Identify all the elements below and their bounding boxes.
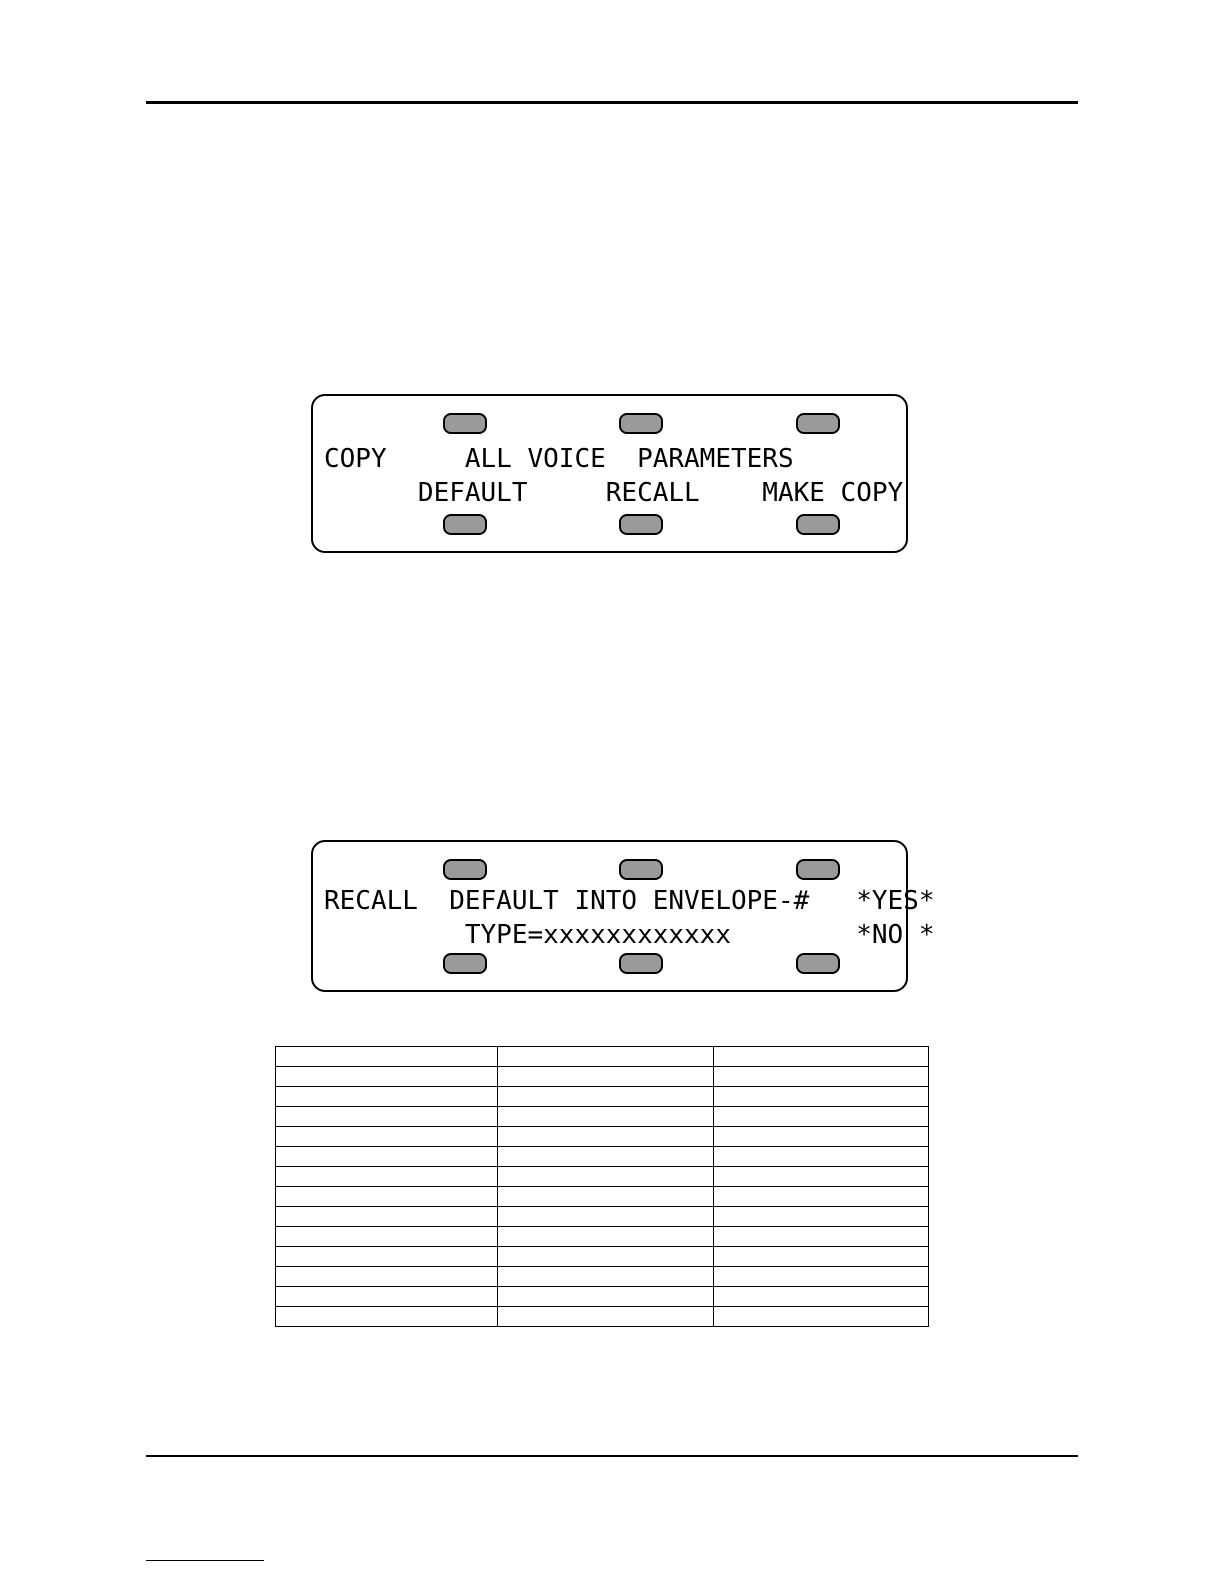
footer-rule	[146, 1455, 1078, 1457]
lcd-recall-line-2: TYPE=xxxxxxxxxxxx *NO *	[324, 920, 935, 950]
softkey-bottom-2[interactable]	[619, 953, 663, 974]
table-cell	[498, 1287, 714, 1307]
softkey-top-3[interactable]	[796, 413, 840, 434]
table-cell	[276, 1207, 498, 1227]
table-row	[276, 1227, 929, 1247]
table-cell	[714, 1187, 929, 1207]
table-cell	[714, 1307, 929, 1327]
table-cell	[276, 1107, 498, 1127]
table-row	[276, 1127, 929, 1147]
table-row	[276, 1087, 929, 1107]
table-row	[276, 1147, 929, 1167]
footer-tick-rule	[146, 1560, 264, 1561]
table-cell	[714, 1087, 929, 1107]
table-cell	[714, 1227, 929, 1247]
softkey-bottom-1[interactable]	[443, 953, 487, 974]
table-row	[276, 1047, 929, 1067]
softkey-top-1[interactable]	[443, 413, 487, 434]
softkey-bottom-2[interactable]	[619, 514, 663, 535]
table-row	[276, 1107, 929, 1127]
copy-parameters-lcd-panel	[311, 394, 908, 553]
table-cell	[498, 1147, 714, 1167]
header-rule	[146, 101, 1078, 104]
table-cell	[276, 1307, 498, 1327]
table-cell	[498, 1047, 714, 1067]
table-cell	[714, 1247, 929, 1267]
table-cell	[276, 1227, 498, 1247]
lcd-recall-line-1: RECALL DEFAULT INTO ENVELOPE-# *YES*	[324, 886, 935, 916]
softkey-bottom-3[interactable]	[796, 953, 840, 974]
table-row	[276, 1187, 929, 1207]
table-row	[276, 1247, 929, 1267]
softkey-top-2[interactable]	[619, 413, 663, 434]
table-cell	[498, 1307, 714, 1327]
table-cell	[276, 1287, 498, 1307]
table-row	[276, 1167, 929, 1187]
table-cell	[276, 1067, 498, 1087]
table-row	[276, 1067, 929, 1087]
table-cell	[276, 1187, 498, 1207]
table-cell	[498, 1207, 714, 1227]
table-cell	[276, 1087, 498, 1107]
table-cell	[714, 1167, 929, 1187]
table-cell	[498, 1127, 714, 1147]
table-cell	[498, 1087, 714, 1107]
table-cell	[714, 1287, 929, 1307]
table-cell	[714, 1207, 929, 1227]
table-cell	[276, 1247, 498, 1267]
table-row	[276, 1207, 929, 1227]
table-cell	[714, 1067, 929, 1087]
table-cell	[276, 1267, 498, 1287]
table-cell	[276, 1047, 498, 1067]
lcd-copy-line-2: DEFAULT RECALL MAKE COPY	[324, 478, 904, 508]
blank-parameter-table	[275, 1046, 929, 1327]
table-row	[276, 1287, 929, 1307]
table-cell	[498, 1247, 714, 1267]
table-row	[276, 1267, 929, 1287]
table-cell	[498, 1167, 714, 1187]
table-cell	[498, 1107, 714, 1127]
table-cell	[498, 1187, 714, 1207]
softkey-top-3[interactable]	[796, 859, 840, 880]
softkey-top-2[interactable]	[619, 859, 663, 880]
table-cell	[498, 1227, 714, 1247]
softkey-bottom-3[interactable]	[796, 514, 840, 535]
recall-default-lcd-panel	[311, 840, 935, 992]
table-cell	[498, 1067, 714, 1087]
table-cell	[714, 1147, 929, 1167]
table-cell	[714, 1107, 929, 1127]
softkey-bottom-1[interactable]	[443, 514, 487, 535]
table-cell	[714, 1047, 929, 1067]
table-cell	[276, 1127, 498, 1147]
table-cell	[276, 1147, 498, 1167]
table-row	[276, 1307, 929, 1327]
table-cell	[498, 1267, 714, 1287]
table-cell	[714, 1127, 929, 1147]
table-cell	[276, 1167, 498, 1187]
table-cell	[714, 1267, 929, 1287]
softkey-top-1[interactable]	[443, 859, 487, 880]
lcd-copy-line-1: COPY ALL VOICE PARAMETERS	[324, 444, 794, 474]
